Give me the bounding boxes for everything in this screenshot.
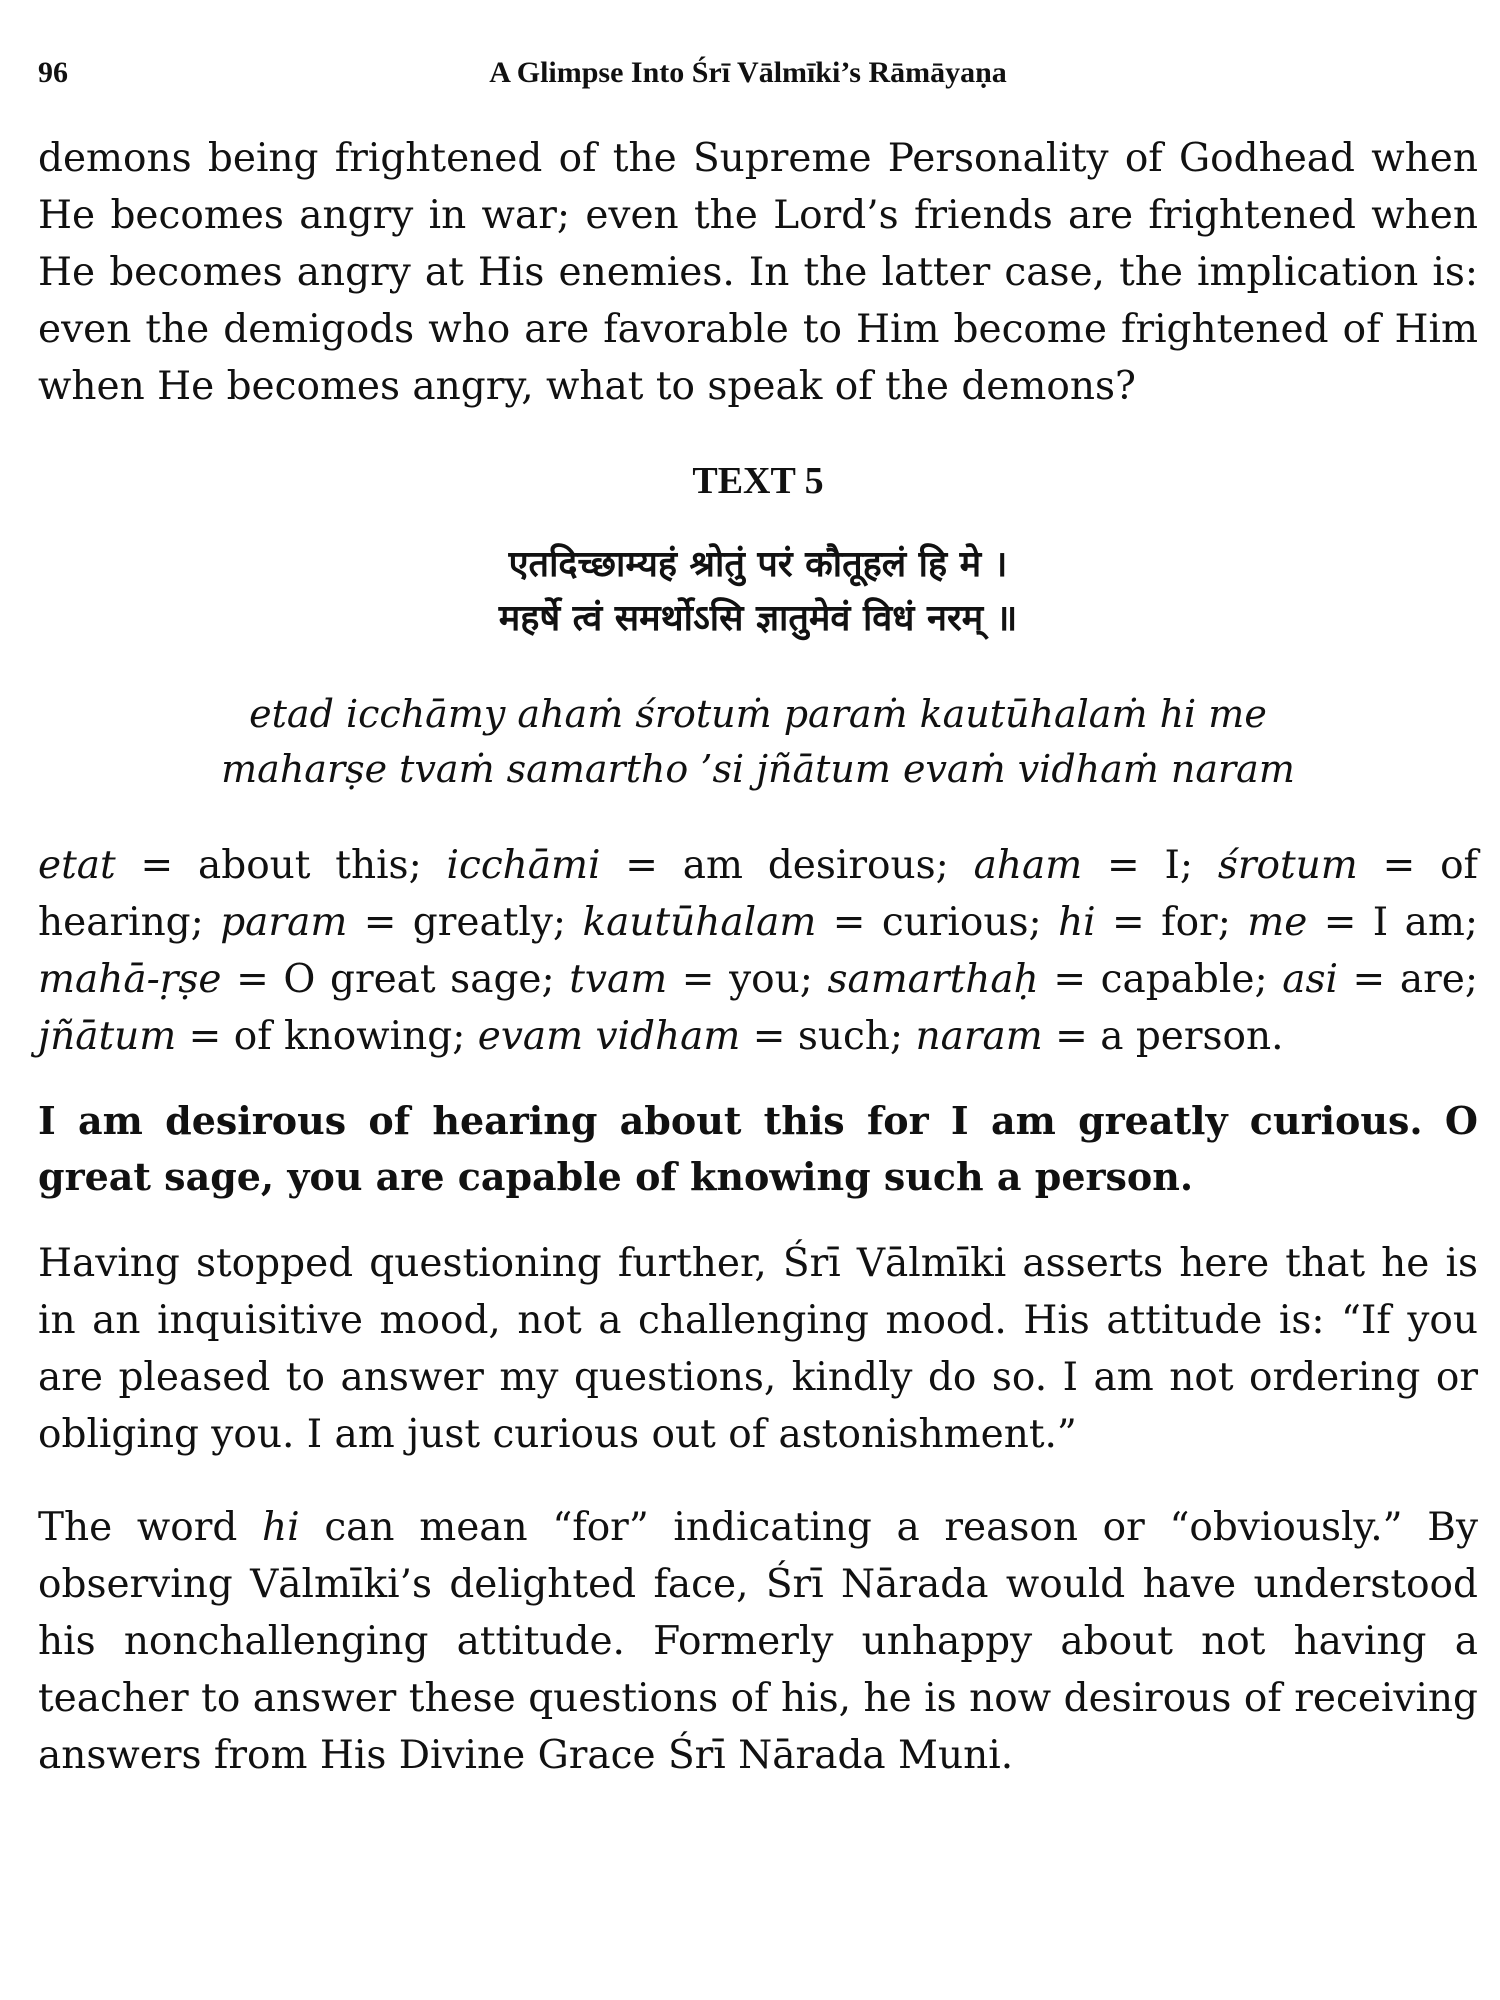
synonym-meaning: of hearing <box>38 843 1478 945</box>
purport-italic-term: hi <box>262 1505 300 1550</box>
translation-paragraph: I am desirous of hearing about this for I am greatly curious. O great sage, you are capable of knowing such a person. <box>38 1098 1478 1199</box>
synonym-meaning: O great sage <box>283 957 542 1002</box>
verse-transliteration <box>38 687 1478 797</box>
synonym-term: param <box>220 900 348 945</box>
page-body <box>38 130 1478 1784</box>
synonym-meaning: for <box>1161 900 1218 945</box>
verse-devanagari <box>38 537 1478 645</box>
synonym-meaning: such <box>797 1014 890 1059</box>
synonym-term: śrotum <box>1217 843 1358 888</box>
synonym-term: hi <box>1058 900 1096 945</box>
synonym-meaning: greatly <box>412 900 553 945</box>
purport-text: can mean “for” indicating a reason or “obviously.” By observing Vālmīki’s delighted face, Śrī Nārada would have understood his nonchallenging attitude. Formerly unhappy about not having a teacher to answer these questions of his, he is now desirous of receiving answers from His Divine Grace Śrī Nārada Muni. <box>38 1505 1478 1778</box>
synonym-meaning: are <box>1399 957 1465 1002</box>
synonym-term: icchāmi <box>446 843 601 888</box>
synonym-meaning: about this <box>197 843 409 888</box>
synonym-term: jñātum <box>38 1014 177 1059</box>
synonym-term: evam vidham <box>477 1014 741 1059</box>
synonym-term: me <box>1247 900 1308 945</box>
verse-transliteration-line: etad icchāmy ahaṁ śrotuṁ paraṁ kautūhalaṁ hi me <box>249 692 1267 736</box>
running-header <box>38 56 1458 100</box>
synonym-meaning: am desirous <box>682 843 936 888</box>
synonym-meaning: you <box>729 957 800 1002</box>
synonym-meaning: I <box>1164 843 1180 888</box>
intro-paragraph: demons being frightened of the Supreme Personality of Godhead when He becomes angry in war; even the Lord’s friends are frightened when He becomes angry at His enemies. In the latter case, the implication is: even the demigods who are favorable to Him become frightened of Him when He becomes angry, what to speak of the demons? <box>38 136 1478 409</box>
synonym-term: aham <box>973 843 1083 888</box>
synonym-term: kautūhalam <box>582 900 817 945</box>
purport-paragraph <box>38 1499 1478 1784</box>
verse-devanagari-line: एतदिच्छाम्यहं श्रोतुं परं कौतूहलं हि मे । <box>508 543 1008 585</box>
synonym-meaning: I am <box>1372 900 1465 945</box>
synonym-meaning: a person <box>1100 1014 1272 1059</box>
synonyms-paragraph: etat = about this; icchāmi = am desirous; aham = I; śrotum = of hearing; param = greatly; kautūhalam = curious; hi = for; me = I am; mahā-ṛṣe = O great sage; tvam = you; samarthaḥ = capable; asi = are; jñātum = of knowing; evam vidham = such; naram = a person. <box>38 843 1478 1059</box>
text-heading: TEXT 5 <box>692 460 824 502</box>
synonym-term: tvam <box>569 957 668 1002</box>
verse-transliteration-line: maharṣe tvaṁ samartho ’si jñātum evaṁ vidhaṁ naram <box>221 747 1295 791</box>
verse-devanagari-line: महर्षे त्वं समर्थोऽसि ज्ञातुमेवं विधं नरम् ॥ <box>498 597 1018 639</box>
synonym-term: naram <box>915 1014 1043 1059</box>
synonym-meaning: capable <box>1100 957 1255 1002</box>
synonym-meaning: curious <box>881 900 1029 945</box>
purport-text: The word <box>38 1505 263 1550</box>
synonym-term: mahā-ṛṣe <box>38 957 222 1002</box>
page-number: 96 <box>38 56 68 89</box>
running-title: A Glimpse Into Śrī Vālmīki’s Rāmāyaṇa <box>489 56 1007 89</box>
synonym-meaning: of knowing <box>233 1014 453 1059</box>
synonym-term: samarthaḥ <box>827 957 1039 1002</box>
purport-paragraph: Having stopped questioning further, Śrī Vālmīki asserts here that he is in an inquisitive mood, not a challenging mood. His attitude is: “If you are pleased to answer my questions, kindly do so. I am not ordering or obliging you. I am just curious out of astonishment.” <box>38 1241 1478 1457</box>
synonym-term: etat <box>38 843 116 888</box>
synonym-term: asi <box>1282 957 1338 1002</box>
